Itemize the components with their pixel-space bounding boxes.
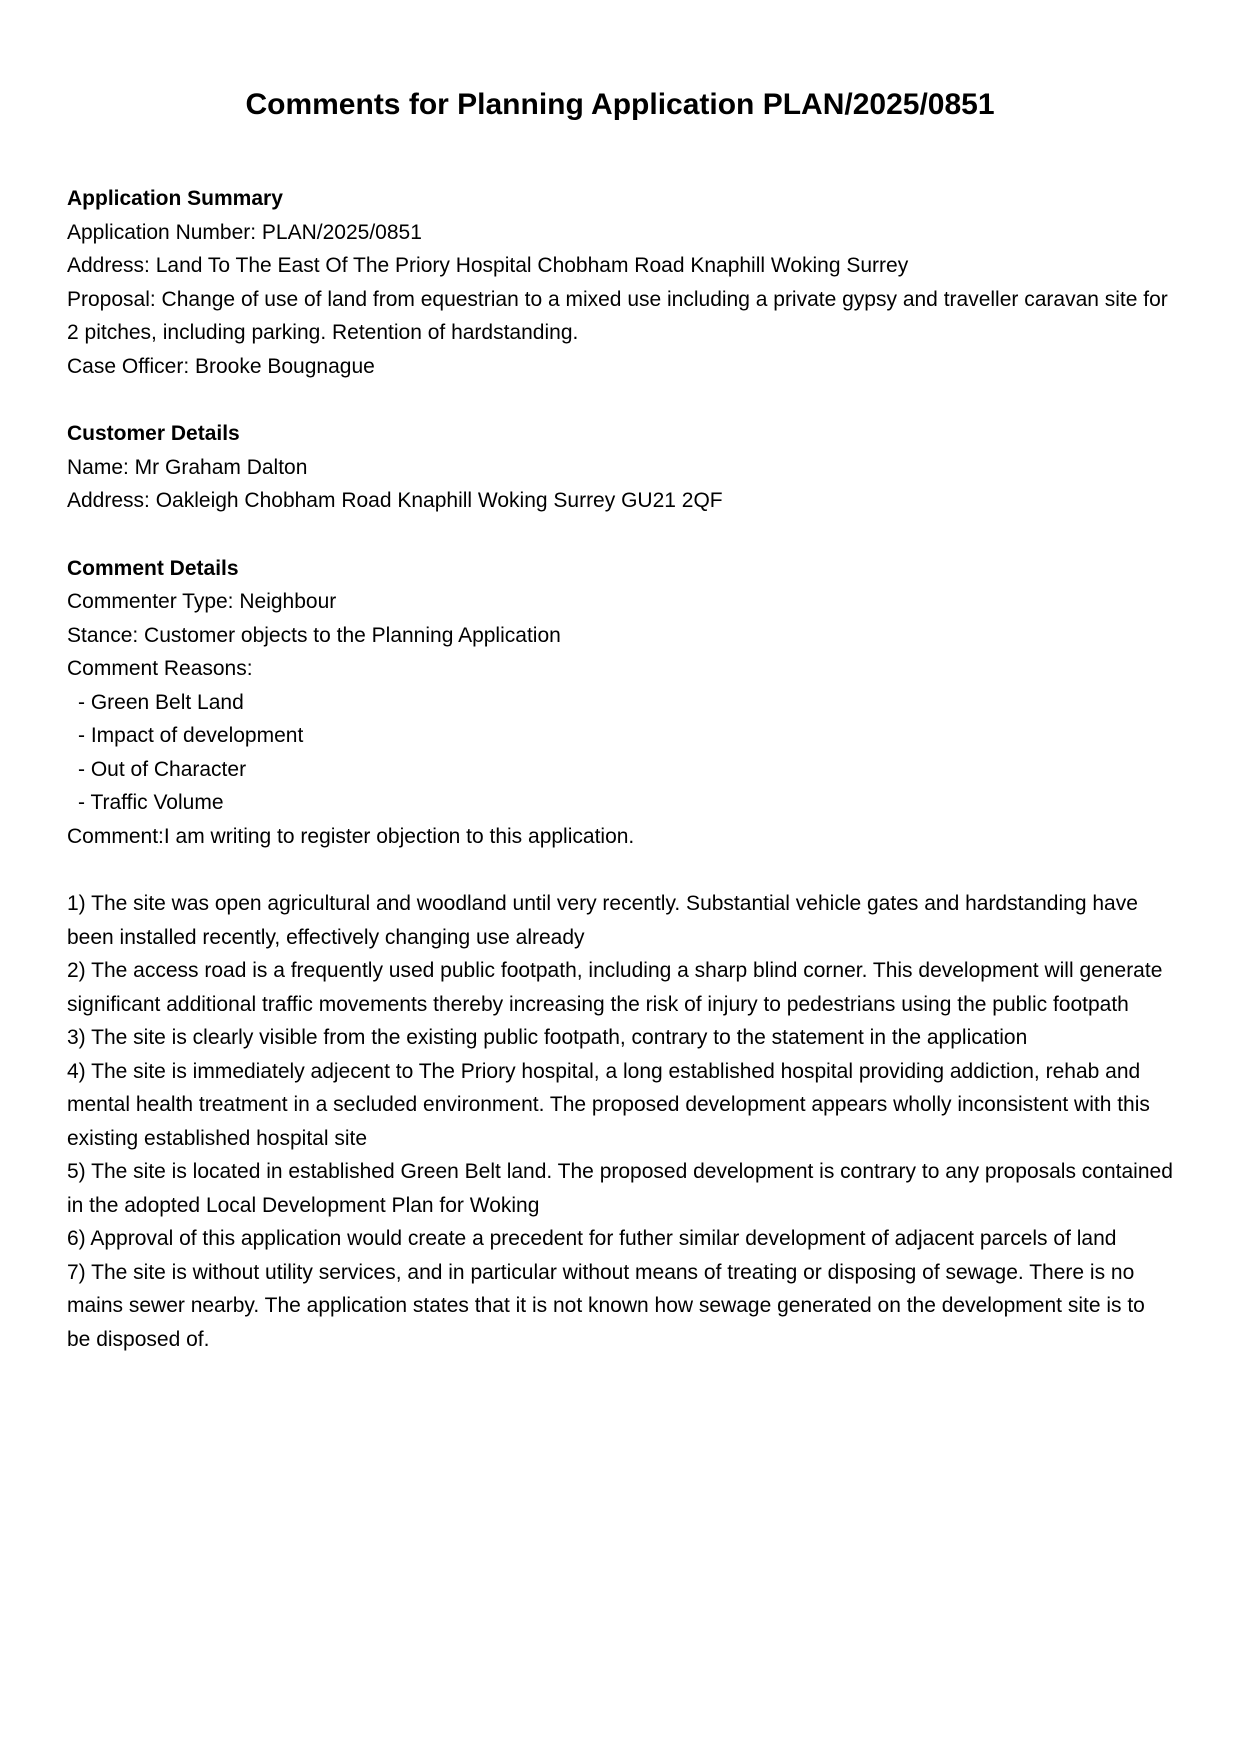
comment-paragraph: 3) The site is clearly visible from the existing public footpath, contrary to the statement in the application bbox=[67, 1026, 1028, 1049]
comment-details-heading: Comment Details bbox=[67, 556, 239, 580]
comment-reason-item: - Green Belt Land bbox=[78, 690, 244, 714]
comment-paragraph: 6) Approval of this application would create a precedent for futher similar development of adjacent parcels of land bbox=[67, 1227, 1117, 1250]
comment-reasons-label: Comment Reasons: bbox=[67, 657, 253, 680]
customer-address-line: Address: Oakleigh Chobham Road Knaphill Woking Surrey GU21 2QF bbox=[67, 489, 723, 512]
stance-line: Stance: Customer objects to the Planning Application bbox=[67, 623, 561, 647]
application-summary-section bbox=[67, 182, 1173, 383]
comment-reason-item: - Traffic Volume bbox=[78, 791, 224, 814]
comment-body bbox=[67, 887, 1173, 1356]
commenter-type-line: Commenter Type: Neighbour bbox=[67, 590, 337, 613]
application-address-line: Address: Land To The East Of The Priory Hospital Chobham Road Knaphill Woking Surrey bbox=[67, 254, 909, 277]
customer-details-section bbox=[67, 417, 1173, 518]
comment-reason-item: - Impact of development bbox=[78, 724, 304, 747]
comment-details-section bbox=[67, 552, 1173, 1357]
comment-paragraph: 5) The site is located in established Green Belt land. The proposed development is contrary to any proposals contained in the adopted Local Development Plan for Woking bbox=[67, 1160, 1173, 1217]
application-number-line: Application Number: PLAN/2025/0851 bbox=[67, 220, 422, 244]
comment-paragraph: 2) The access road is a frequently used public footpath, including a sharp blind corner. This development will generate significant additional traffic movements thereby increasing the risk of injury to pedestrians using the public footpath bbox=[67, 959, 1163, 1016]
customer-name-line: Name: Mr Graham Dalton bbox=[67, 455, 308, 479]
case-officer-line: Case Officer: Brooke Bougnague bbox=[67, 354, 375, 378]
comment-reason-item: - Out of Character bbox=[78, 757, 247, 781]
customer-details-heading: Customer Details bbox=[67, 422, 240, 445]
comment-paragraph: 4) The site is immediately adjecent to The Priory hospital, a long established hospital providing addiction, rehab and mental health treatment in a secluded environment. The proposed development appears wholly inconsistent with this existing established hospital site bbox=[67, 1059, 1150, 1150]
comment-paragraph: 7) The site is without utility services, and in particular without means of treating or disposing of sewage. There is no mains sewer nearby. The application states that it is not known how sewage generated on the development site is to be disposed of. bbox=[67, 1260, 1145, 1351]
page-title: Comments for Planning Application PLAN/2025/0851 bbox=[245, 88, 995, 121]
comment-paragraph: 1) The site was open agricultural and woodland until very recently. Substantial vehicle gates and hardstanding have been installed recently, effectively changing use already bbox=[67, 892, 1138, 949]
comment-intro-line: Comment:I am writing to register objection to this application. bbox=[67, 824, 635, 848]
application-proposal-line: Proposal: Change of use of land from equestrian to a mixed use including a private gypsy and traveller caravan site for 2 pitches, including parking. Retention of hardstanding. bbox=[67, 287, 1168, 344]
application-summary-heading: Application Summary bbox=[67, 187, 283, 210]
